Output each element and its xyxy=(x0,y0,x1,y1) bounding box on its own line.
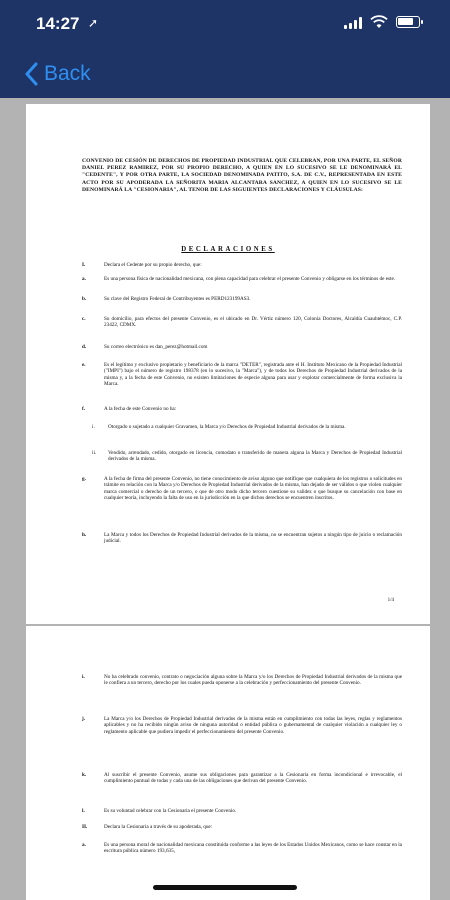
item-label: l. xyxy=(82,808,85,814)
cellular-signal-icon xyxy=(344,17,364,29)
item-text: Su clave del Registro Federal de Contribuyentes es PERD123199AS3. xyxy=(104,296,251,302)
declaration-subitem xyxy=(92,450,402,463)
item-text: Otorgado o sujetado a cualquier Gravamen, la Marca y/o Derechos de Propiedad Industrial derivados de la misma. xyxy=(108,424,346,430)
page-number: 1/4 xyxy=(387,598,394,603)
item-text: La Marca y/o los Derechos de Propiedad Industrial derivados de la misma están en cumplimiento con todas las leyes, reglas y reglamentos aplicables y no ha recibido ningún aviso de ninguna autoridad o entidad pública o gubernamental de cualquier violación a cualquier ley o reglamento aplicable que pudiera impedir el perfeccionamiento del presente Convenio. xyxy=(104,716,402,735)
item-label: d. xyxy=(82,344,87,350)
location-arrow-icon: ➚ xyxy=(88,16,99,30)
declaration-item xyxy=(82,406,402,412)
item-text: A la fecha de firma del presente Convenio, no tiene conocimiento de aviso alguno que notifique que cualquiera de los registros o solicitudes en trámite en relación con la Marca y/o Derechos de Propiedad Industrial derivados de la misma, han dejado de ser válidos o que violen cualquier marca comercial o derecho de un tercero, o que de otro modo dicho tercero cuestione su validez o que busque su cancelación con base en cualquier teoría, incluyendo la falta de uso en la jurisdicción en la que dichos derechos se encuentren inscritos. xyxy=(104,476,402,501)
declaration-item xyxy=(82,532,402,545)
item-text: Su correo electrónico es dan_perez@hotmail.com xyxy=(104,344,208,350)
declaration-section-ii xyxy=(82,824,402,830)
item-label: e. xyxy=(82,362,86,368)
declaration-item xyxy=(82,716,402,735)
declaration-subitem xyxy=(92,424,402,430)
item-text: No ha celebrado convenio, contrato o negociación alguna sobre la Marca y/o los Derechos de Propiedad Industrial derivados de la misma que le confiera a un tercero, derecho por los cuales pueda oponerse a la celebración y perfeccionamiento del presente Convenio. xyxy=(104,674,402,687)
declaration-item xyxy=(82,316,402,329)
document-page-2 xyxy=(26,626,430,900)
item-text: Al suscribir el presente Convenio, asume sus obligaciones para garantizar a la Cesionaria en forma incondicional e irrevocable, el cumplimiento puntual de todas y cada una de las obligaciones que derivan del presente Convenio. xyxy=(104,772,402,785)
declaration-item xyxy=(82,842,402,855)
item-text: Su domicilio, para efectos del presente Convenio, es el ubicado en Dr. Vértiz número 120, Colonia Doctores, Alcaldía Cuauhtémoc, C.P. 23422, CDMX. xyxy=(104,316,402,329)
declaration-item xyxy=(82,276,402,282)
document-viewer[interactable] xyxy=(0,98,450,900)
item-text: La Marca y todos los Derechos de Propiedad Industrial derivados de la misma, no se encuentran sujetos a ningún tipo de juicio o reclamación judicial. xyxy=(104,532,402,545)
item-text: Vendido, arrendado, cedido, otorgado en licencia, comodato o transferido de manera alguna la Marca y Derechos de Propiedad Industrial derivados de la misma. xyxy=(108,450,402,463)
back-label: Back xyxy=(44,62,91,85)
item-label: a. xyxy=(82,842,86,848)
status-time: 14:27 xyxy=(36,14,80,33)
item-label: c. xyxy=(82,316,86,322)
status-bar xyxy=(0,0,450,44)
item-label: I. xyxy=(82,262,86,268)
item-text: Es una persona moral de nacionalidad mexicana constituida conforme a las leyes de los Estados Unidos Mexicanos, como se hace constar en la escritura pública número 193,635, xyxy=(104,842,402,855)
item-text: Declara el Cedente por su propio derecho, que: xyxy=(104,262,202,268)
declaration-item xyxy=(82,296,402,302)
item-label: j. xyxy=(82,716,86,722)
document-page-1 xyxy=(26,104,430,624)
item-label: a. xyxy=(82,276,86,282)
item-label: h. xyxy=(82,532,87,538)
item-label: i. xyxy=(82,674,85,680)
declaration-section-i xyxy=(82,262,402,268)
item-label: b. xyxy=(82,296,87,302)
item-label: k. xyxy=(82,772,87,778)
back-button[interactable] xyxy=(24,58,91,90)
navigation-header xyxy=(0,0,450,98)
document-title: CONVENIO DE CESIÓN DE DERECHOS DE PROPIEDAD INDUSTRIAL QUE CELEBRAN, POR UNA PARTE, EL SEÑOR DANIEL PEREZ RAMIREZ, POR SU PROPIO DERECHO, A QUIEN EN LO SUCESIVO SE LE DENOMINARÁ EL "CEDENTE", Y POR OTRA PARTE, LA SOCIEDAD DENOMINADA PATITO, S.A. DE C.V., REPRESENTADA EN ESTE ACTO POR SU APODERADA LA SEÑORITA MARIA ALCANTARA SANCHEZ, A QUIEN EN LO SUCESIVO SE LE DENOMINARÁ LA "CESIONARIA", AL TENOR DE LAS SIGUIENTES DECLARACIONES Y CLÁUSULAS: xyxy=(82,158,402,193)
declaration-item xyxy=(82,344,402,350)
item-text: Declara la Cesionaria a través de su apoderada, que: xyxy=(104,824,213,830)
item-label: g. xyxy=(82,476,86,482)
item-label: II. xyxy=(82,824,88,830)
declaration-item xyxy=(82,476,402,501)
declaration-item xyxy=(82,772,402,785)
item-label: i. xyxy=(92,424,95,430)
item-label: f. xyxy=(82,406,86,412)
chevron-left-icon xyxy=(24,62,38,86)
item-text: Es el legítimo y exclusivo propietario y beneficiario de la marca "DETER", registrada ante el H. Instituto Mexicano de la Propiedad Industrial ("IMPI") bajo el número de registro 198378 (en lo sucesivo, la "Marca"), y de todos los Derechos de Propiedad Industrial derivados de la misma y, a la fecha de este Convenio, no existen limitaciones de especie alguna para usar y explotar comercialmente de forma exclusiva la Marca. xyxy=(104,362,402,387)
home-indicator[interactable] xyxy=(153,885,297,890)
item-label: ii. xyxy=(92,450,97,456)
battery-icon xyxy=(396,16,420,28)
section-heading-declaraciones: DECLARACIONES xyxy=(181,246,275,253)
wifi-icon xyxy=(370,15,388,29)
declaration-item xyxy=(82,808,402,814)
item-text: Es su voluntad celebrar con la Cesionaria el presente Convenio. xyxy=(104,808,237,814)
declaration-item xyxy=(82,362,402,387)
declaration-item xyxy=(82,674,402,687)
item-text: A la fecha de este Convenio no ha: xyxy=(104,406,177,412)
item-text: Es una persona física de nacionalidad mexicana, con plena capacidad para celebrar el presente Convenio y obligarse en los términos de este. xyxy=(104,276,396,282)
